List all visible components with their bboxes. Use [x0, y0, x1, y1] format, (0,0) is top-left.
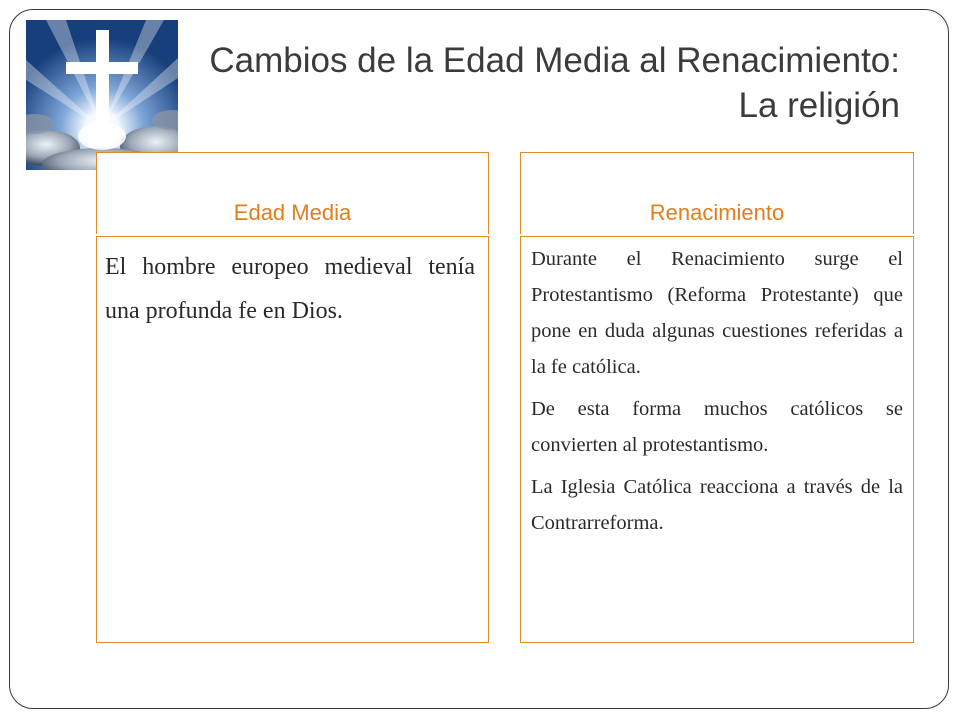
column-paragraph: La Iglesia Católica reacciona a través de la Contrarreforma.: [531, 476, 903, 534]
column-body-renacimiento: [520, 236, 914, 643]
column-paragraph: De esta forma muchos católicos se convierten al protestantismo.: [531, 398, 903, 456]
slide-title: Cambios de la Edad Media al Renacimiento: La religión: [209, 41, 900, 125]
column-paragraph: El hombre europeo medieval tenía una profunda fe en Dios.: [105, 254, 475, 324]
column-header-edad-media: [96, 152, 489, 234]
column-header-renacimiento: [520, 152, 914, 234]
column-body-edad-media: [96, 236, 489, 643]
column-header-label: Renacimiento: [649, 200, 785, 225]
column-text: [531, 241, 903, 541]
column-paragraph: Durante el Renacimiento surge el Protestantismo (Reforma Protestante) que pone en duda algunas cuestiones referidas a la fe católica.: [531, 248, 903, 378]
cross-in-clouds-icon: [26, 20, 178, 170]
column-header-label: Edad Media: [233, 200, 352, 225]
cross-in-clouds-image: [26, 20, 178, 170]
